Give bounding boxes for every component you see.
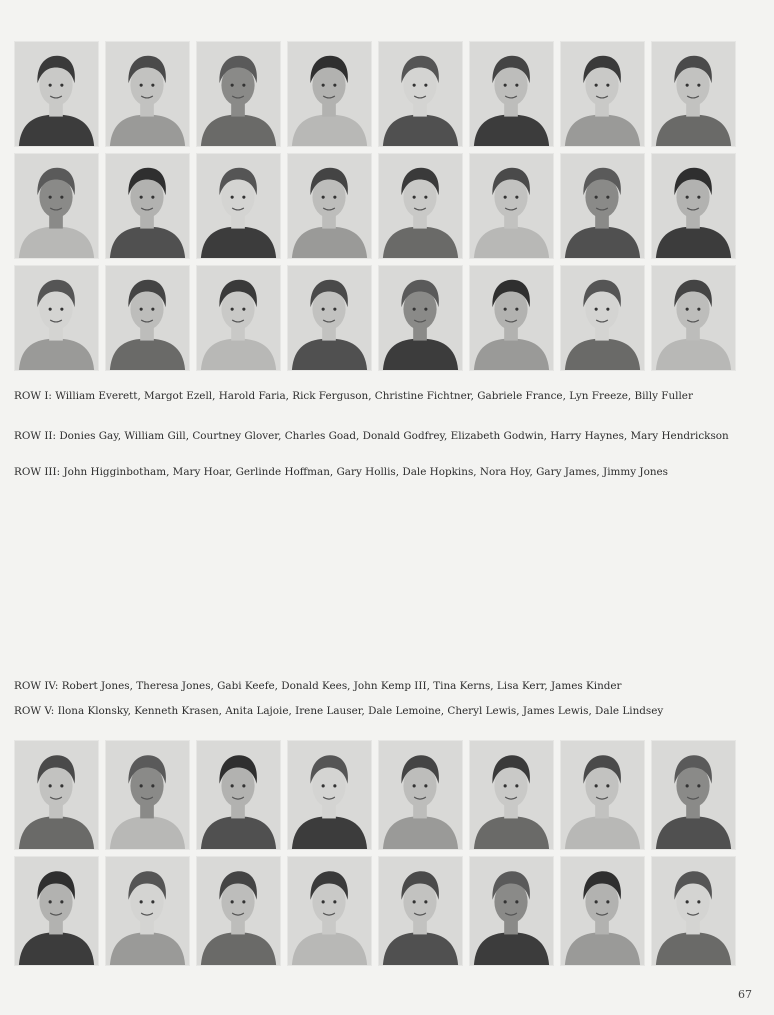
student-portrait <box>14 265 99 371</box>
student-portrait <box>651 856 736 966</box>
student-portrait <box>378 153 463 259</box>
student-portrait <box>560 740 645 850</box>
student-portrait <box>105 41 190 147</box>
student-portrait <box>469 265 554 371</box>
student-portrait <box>469 153 554 259</box>
student-portrait <box>378 740 463 850</box>
student-portrait <box>287 265 372 371</box>
student-portrait <box>105 856 190 966</box>
student-portrait <box>651 153 736 259</box>
caption-row-3: ROW III: John Higginbotham, Mary Hoar, Gerlinde Hoffman, Gary Hollis, Dale Hopkins, Nora Hoy, Gary James, Jimmy Jones <box>14 466 668 478</box>
student-portrait <box>287 740 372 850</box>
caption-row-1: ROW I: William Everett, Margot Ezell, Harold Faria, Rick Ferguson, Christine Fichtner, Gabriele France, Lyn Freeze, Billy Fuller <box>14 390 693 402</box>
student-portrait <box>651 740 736 850</box>
student-portrait <box>378 265 463 371</box>
student-portrait <box>287 153 372 259</box>
student-portrait <box>560 153 645 259</box>
portrait-grid-top <box>14 41 736 371</box>
student-portrait <box>378 856 463 966</box>
student-portrait <box>14 740 99 850</box>
student-portrait <box>560 856 645 966</box>
student-portrait <box>469 41 554 147</box>
student-portrait <box>14 41 99 147</box>
student-portrait <box>196 41 281 147</box>
student-portrait <box>651 265 736 371</box>
student-portrait <box>469 856 554 966</box>
caption-row-4: ROW IV: Robert Jones, Theresa Jones, Gabi Keefe, Donald Kees, John Kemp III, Tina Kerns, Lisa Kerr, James Kinder <box>14 680 622 692</box>
student-portrait <box>196 856 281 966</box>
student-portrait <box>287 856 372 966</box>
student-portrait <box>105 265 190 371</box>
portrait-grid-bottom <box>14 740 736 966</box>
student-portrait <box>14 153 99 259</box>
student-portrait <box>651 41 736 147</box>
caption-row-5: ROW V: Ilona Klonsky, Kenneth Krasen, Anita Lajoie, Irene Lauser, Dale Lemoine, Cheryl Lewis, James Lewis, Dale Lindsey <box>14 705 664 717</box>
caption-row-2: ROW II: Donies Gay, William Gill, Courtney Glover, Charles Goad, Donald Godfrey, Elizabeth Godwin, Harry Haynes, Mary Hendrickson <box>14 430 729 442</box>
student-portrait <box>287 41 372 147</box>
student-portrait <box>469 740 554 850</box>
student-portrait <box>196 740 281 850</box>
student-portrait <box>105 740 190 850</box>
page-number: 67 <box>738 988 752 1001</box>
student-portrait <box>14 856 99 966</box>
student-portrait <box>560 41 645 147</box>
student-portrait <box>378 41 463 147</box>
student-portrait <box>196 265 281 371</box>
student-portrait <box>105 153 190 259</box>
student-portrait <box>196 153 281 259</box>
student-portrait <box>560 265 645 371</box>
